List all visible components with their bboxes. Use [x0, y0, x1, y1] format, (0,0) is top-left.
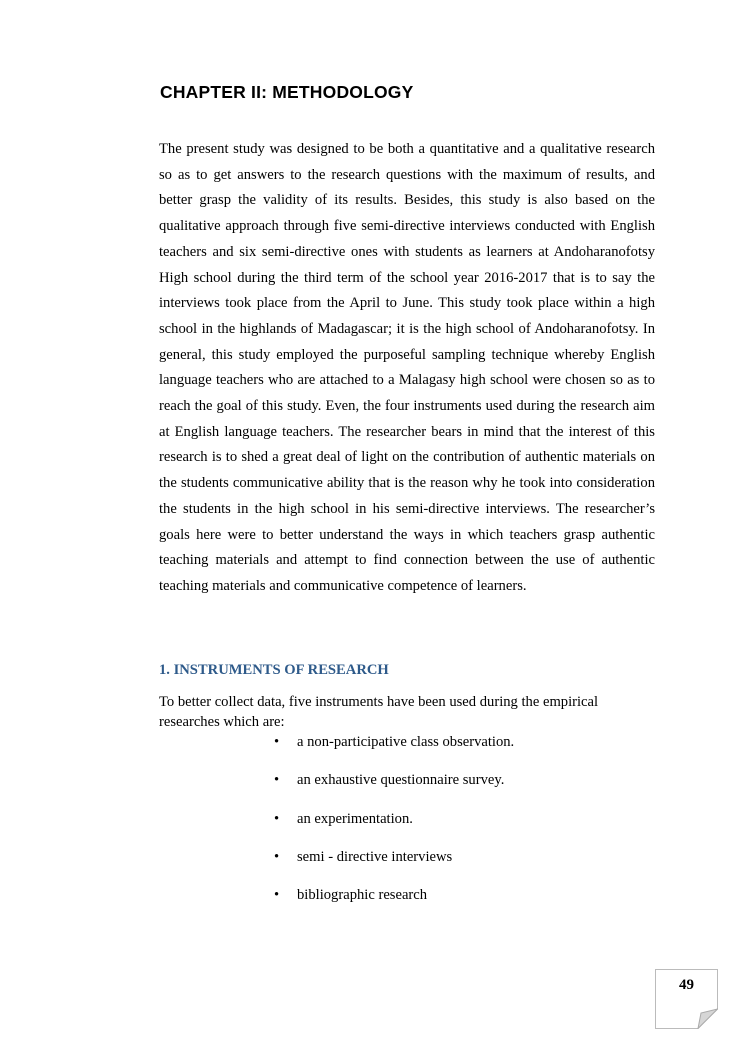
bullet-icon: • — [274, 772, 280, 789]
page-number-box — [655, 969, 718, 1029]
bullet-icon: • — [274, 734, 280, 750]
instruments-list — [0, 732, 744, 923]
list-item — [0, 847, 744, 885]
bullet-icon: • — [274, 810, 280, 827]
chapter-title: CHAPTER II: METHODOLOGY — [160, 82, 414, 102]
list-item — [0, 885, 744, 923]
list-item — [0, 809, 744, 847]
section-heading: 1. INSTRUMENTS OF RESEARCH — [159, 662, 389, 678]
methodology-paragraph: The present study was designed to be both a quantitative and a qualitative research so as to get answers to the research questions with the maximum of results, and better grasp the validity of its results. Besides, this study is also based on the qualitative approach through five semi-directive interviews conducted with English teachers and six semi-directive ones with students as learners at Andoharanofotsy High school during the third term of the school year 2016-2017 that is to say the interviews took place from the April to June. This study took place within a high school in the highlands of Madagascar; it is the high school of Andoharanofotsy. In general, this study employed the purposeful sampling technique whereby English language teachers who are attached to a Malagasy high school were chosen so as to reach the goal of this study. Even, the four instruments used during the research aim at English language teachers. The researcher bears in mind that the interest of this research is to shed a great deal of light on the contribution of authentic materials on the students communicative ability that is the reason why he took into consideration the students in the high school in his semi-directive interviews. The researcher’s goals here were to better understand the ways in which teachers grasp authentic teaching materials and attempt to find connection between the use of authentic teaching materials and communicative competence of learners. — [159, 141, 655, 594]
list-item-text: a non-participative class observation. — [297, 734, 515, 750]
list-item-text: semi - directive interviews — [297, 848, 453, 865]
list-item-text: an experimentation. — [297, 810, 413, 827]
page-number: 49 — [679, 977, 694, 993]
list-item — [0, 732, 744, 770]
bullet-icon: • — [274, 848, 280, 865]
list-item — [0, 770, 744, 808]
bullet-icon: • — [274, 887, 280, 904]
list-item-text: an exhaustive questionnaire survey. — [297, 772, 505, 789]
list-item-text: bibliographic research — [297, 887, 428, 904]
section-intro: To better collect data, five instruments have been used during the empirical researches which are: — [159, 694, 599, 730]
